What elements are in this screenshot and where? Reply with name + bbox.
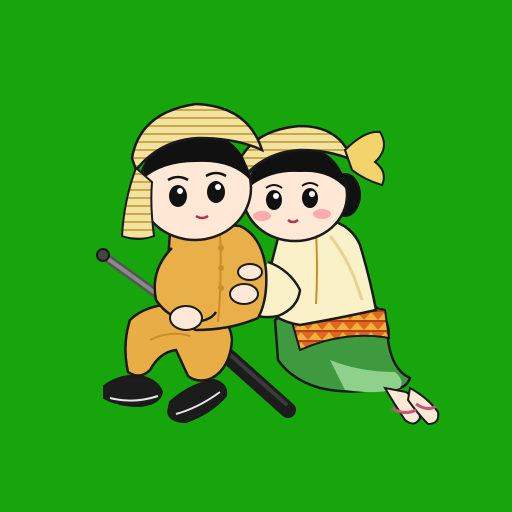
girl-eye-left: [266, 190, 282, 210]
boy-hand-back: [238, 264, 262, 280]
boy-eye-left: [169, 185, 187, 207]
girl-hand: [230, 284, 258, 304]
boy-shoe-right: [168, 380, 226, 422]
shirt-button: [218, 245, 224, 251]
girl-eye-right: [302, 188, 318, 208]
boy-turban-tail: [122, 168, 154, 239]
boy-hand: [170, 306, 202, 330]
boy-eye-right: [207, 181, 225, 203]
girl-blush-left: [253, 211, 271, 221]
shirt-button: [218, 285, 224, 291]
shirt-button: [218, 265, 224, 271]
girl-blush-right: [313, 209, 331, 219]
